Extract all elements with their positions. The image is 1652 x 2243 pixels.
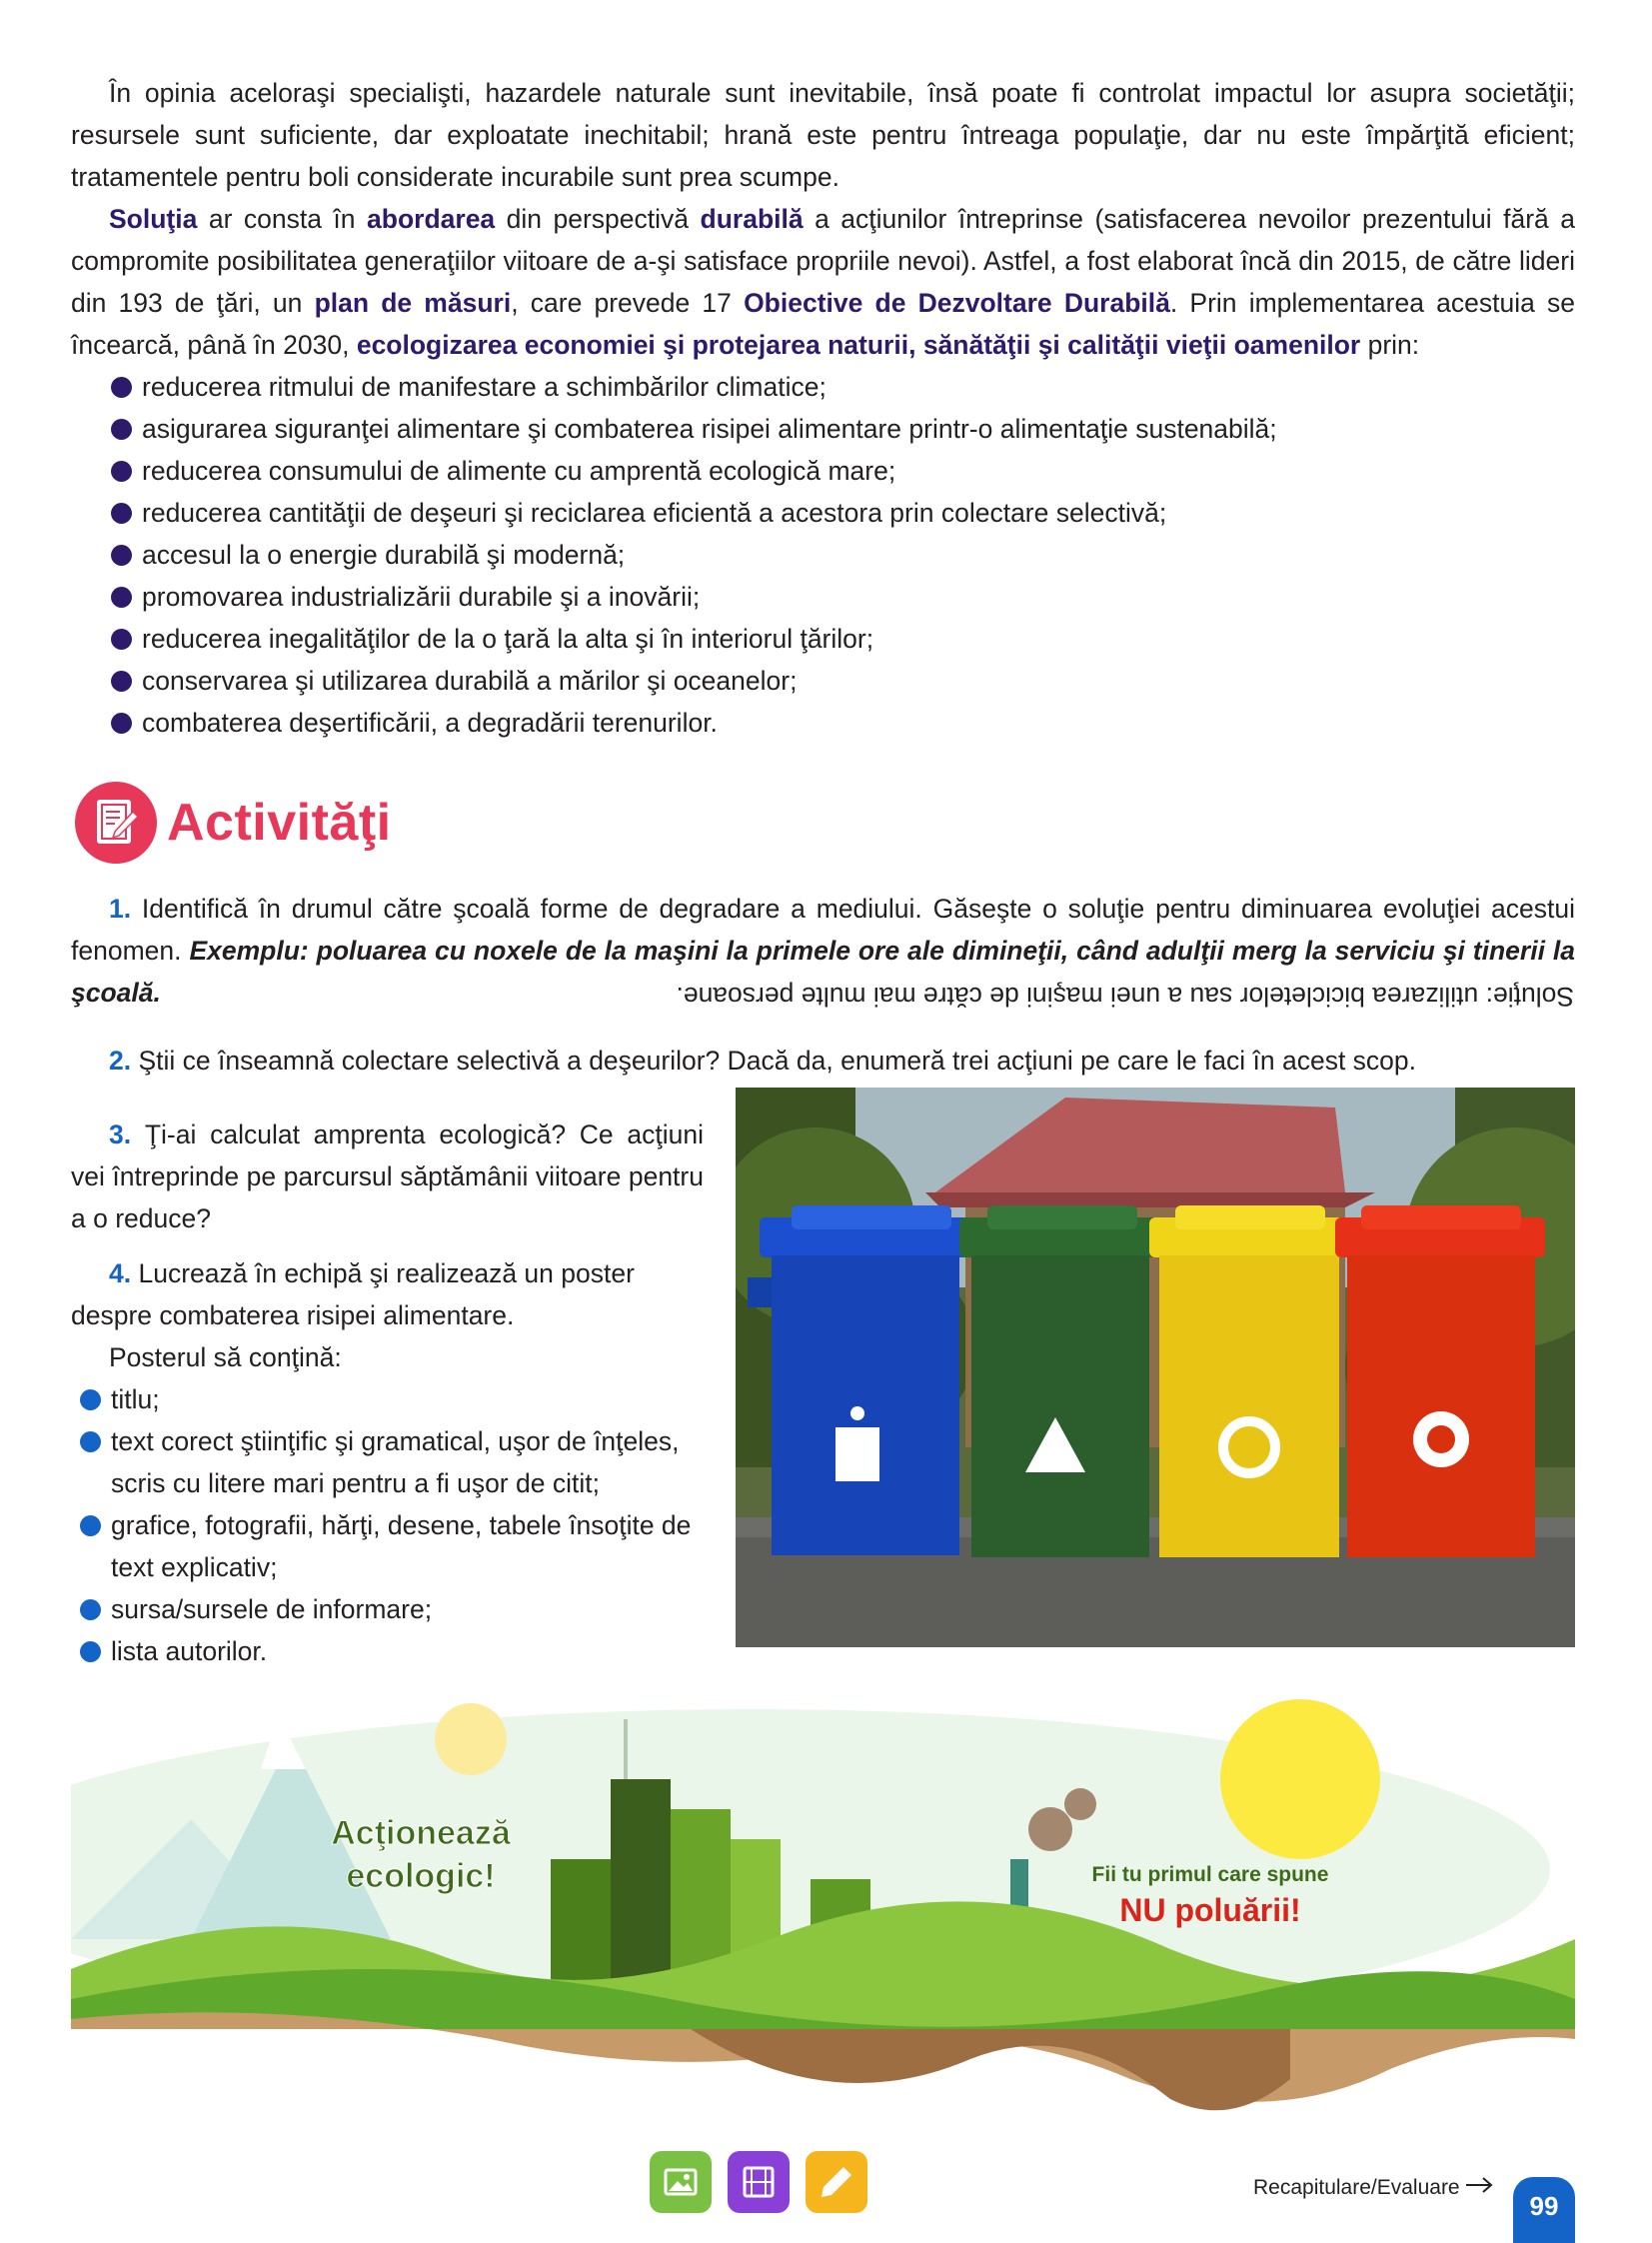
poster-requirements-list	[40, 1378, 711, 1672]
activity-number: 1.	[109, 894, 132, 924]
text-run: din perspectivă	[495, 204, 701, 234]
activity-4-text	[71, 1252, 711, 1336]
list-item: reducerea ritmului de manifestare a schimbărilor climatice;	[71, 366, 1575, 408]
list-item: reducerea consumului de alimente cu amprentă ecologică mare;	[71, 450, 1575, 492]
activity-3-text	[71, 1114, 704, 1239]
poster-slogan-left-2: ecologic!	[346, 1857, 496, 1895]
page-number: 99	[1513, 2177, 1575, 2243]
emphasis: ecologizarea economiei şi protejarea naturii, sănătăţii şi calităţii vieţii oamenilor	[356, 330, 1361, 360]
activity-4	[71, 1252, 711, 1672]
text-run: a acţiunilor întreprinse (satisfacerea nevoilor prezentului fără a compromite posibilitatea generaţiilor viitoare de a-şi satisface propriile nevoi). Astfel, a fost elaborat încă din 2015, de către lideri din 193 de ţări, un	[71, 204, 1575, 318]
text-run: Ţi-ai calculat amprenta ecologică? Ce acţiuni vei întreprinde pe parcursul săptămânii viitoare pentru a o reduce?	[71, 1120, 704, 1233]
list-item: text corect ştiinţific şi gramatical, uşor de înţeles, scris cu litere mari pentru a fi uşor de citit;	[40, 1420, 711, 1504]
list-item: conservarea şi utilizarea durabilă a mărilor şi oceanelor;	[71, 660, 1575, 702]
text-run: prin:	[1360, 330, 1420, 360]
emphasis: Obiective de Dezvoltare Durabilă	[744, 288, 1170, 318]
activities-heading	[75, 782, 392, 864]
activity-number: 4.	[109, 1258, 132, 1288]
section-title: Activităţi	[167, 794, 392, 852]
text-run: Identifică în drumul către şcoală forme de degradare a mediului. Găseşte o soluţie pentru diminuarea evoluţiei acestui fenomen.	[71, 894, 1575, 966]
activity-4-subtitle: Posterul să conţină:	[109, 1342, 342, 1372]
poster-slogan-right-2: NU poluării!	[1119, 1892, 1301, 1928]
text-run: ar consta în	[197, 204, 368, 234]
text-run: . Prin implementarea acestuia se încearcă, până în 2030,	[71, 288, 1575, 360]
list-item: promovarea industrializării durabile şi a inovării;	[71, 576, 1575, 618]
intro-paragraph-1: În opinia aceloraşi specialişti, hazardele naturale sunt inevitabile, însă poate fi controlat impactul lor asupra societăţii; resursele sunt suficiente, dar exploatate inechitabil; hrană este pentru întreaga populaţie, dar nu este împărţită eficient; tratamentele pentru boli considerate incurabile sunt prea scumpe.	[71, 78, 1575, 192]
list-item: lista autorilor.	[40, 1630, 711, 1672]
list-item: sursa/sursele de informare;	[40, 1588, 711, 1630]
intro-text	[71, 72, 1575, 744]
list-item: reducerea cantităţii de deşeuri şi reciclarea eficientă a acestora prin colectare selectivă;	[71, 492, 1575, 534]
list-item: reducerea inegalităţilor de la o ţară la alta şi în interiorul ţărilor;	[71, 618, 1575, 660]
emphasis: Soluţia	[109, 204, 198, 234]
review-link[interactable]	[1253, 2175, 1494, 2201]
intro-paragraph-2	[71, 198, 1575, 366]
footer-media-icons	[650, 2151, 867, 2213]
list-item: combaterea deşertificării, a degradării terenurilor.	[71, 702, 1575, 744]
activity-number: 3.	[109, 1120, 132, 1149]
objectives-list	[71, 366, 1575, 744]
list-item: grafice, fotografii, hărţi, desene, tabele însoţite de text explicativ;	[40, 1504, 711, 1588]
review-link-label: Recapitulare/Evaluare	[1253, 2176, 1460, 2199]
list-item: accesul la o energie durabilă şi modernă;	[71, 534, 1575, 576]
video-icon[interactable]	[728, 2151, 790, 2213]
image-icon[interactable]	[650, 2151, 712, 2213]
list-item: asigurarea siguranţei alimentare şi combaterea risipei alimentare printr-o alimentaţie sustenabilă;	[71, 408, 1575, 450]
recycling-bins-photo	[736, 1088, 1575, 1647]
activity-number: 2.	[109, 1046, 132, 1076]
activity-2	[109, 1040, 1575, 1082]
notepad-pencil-icon	[75, 782, 157, 864]
activity-3	[71, 1114, 704, 1239]
poster-illustration	[71, 1699, 1575, 2119]
poster-slogan-right-1: Fii tu primul care spune	[1091, 1863, 1329, 1886]
upside-down-solution: Soluţie: utilizarea bicicletelor sau a unei maşini de către mai multe persoane.	[676, 982, 1574, 1012]
text-run: Ştii ce înseamnă colectare selectivă a deşeurilor? Dacă da, enumeră trei acţiuni pe care le faci în acest scop.	[131, 1046, 1417, 1076]
example-text: Exemplu: poluarea cu noxele de la maşini la primele ore ale dimineţii, când adulţii merg la serviciu şi tinerii la şcoală.	[71, 936, 1575, 1008]
pencil-icon[interactable]	[806, 2151, 867, 2213]
emphasis: abordarea	[367, 204, 496, 234]
list-item: titlu;	[40, 1378, 711, 1420]
text-run: Lucrează în echipă şi realizează un poster despre combaterea risipei alimentare.	[71, 1258, 635, 1330]
poster-slogan-left-1: Acţionează	[331, 1814, 511, 1852]
emphasis: plan de măsuri	[314, 288, 512, 318]
arrow-right-icon	[1464, 2175, 1494, 2201]
text-run: , care prevede 17	[511, 288, 745, 318]
emphasis: durabilă	[700, 204, 804, 234]
poster-artwork	[71, 1699, 1575, 2119]
